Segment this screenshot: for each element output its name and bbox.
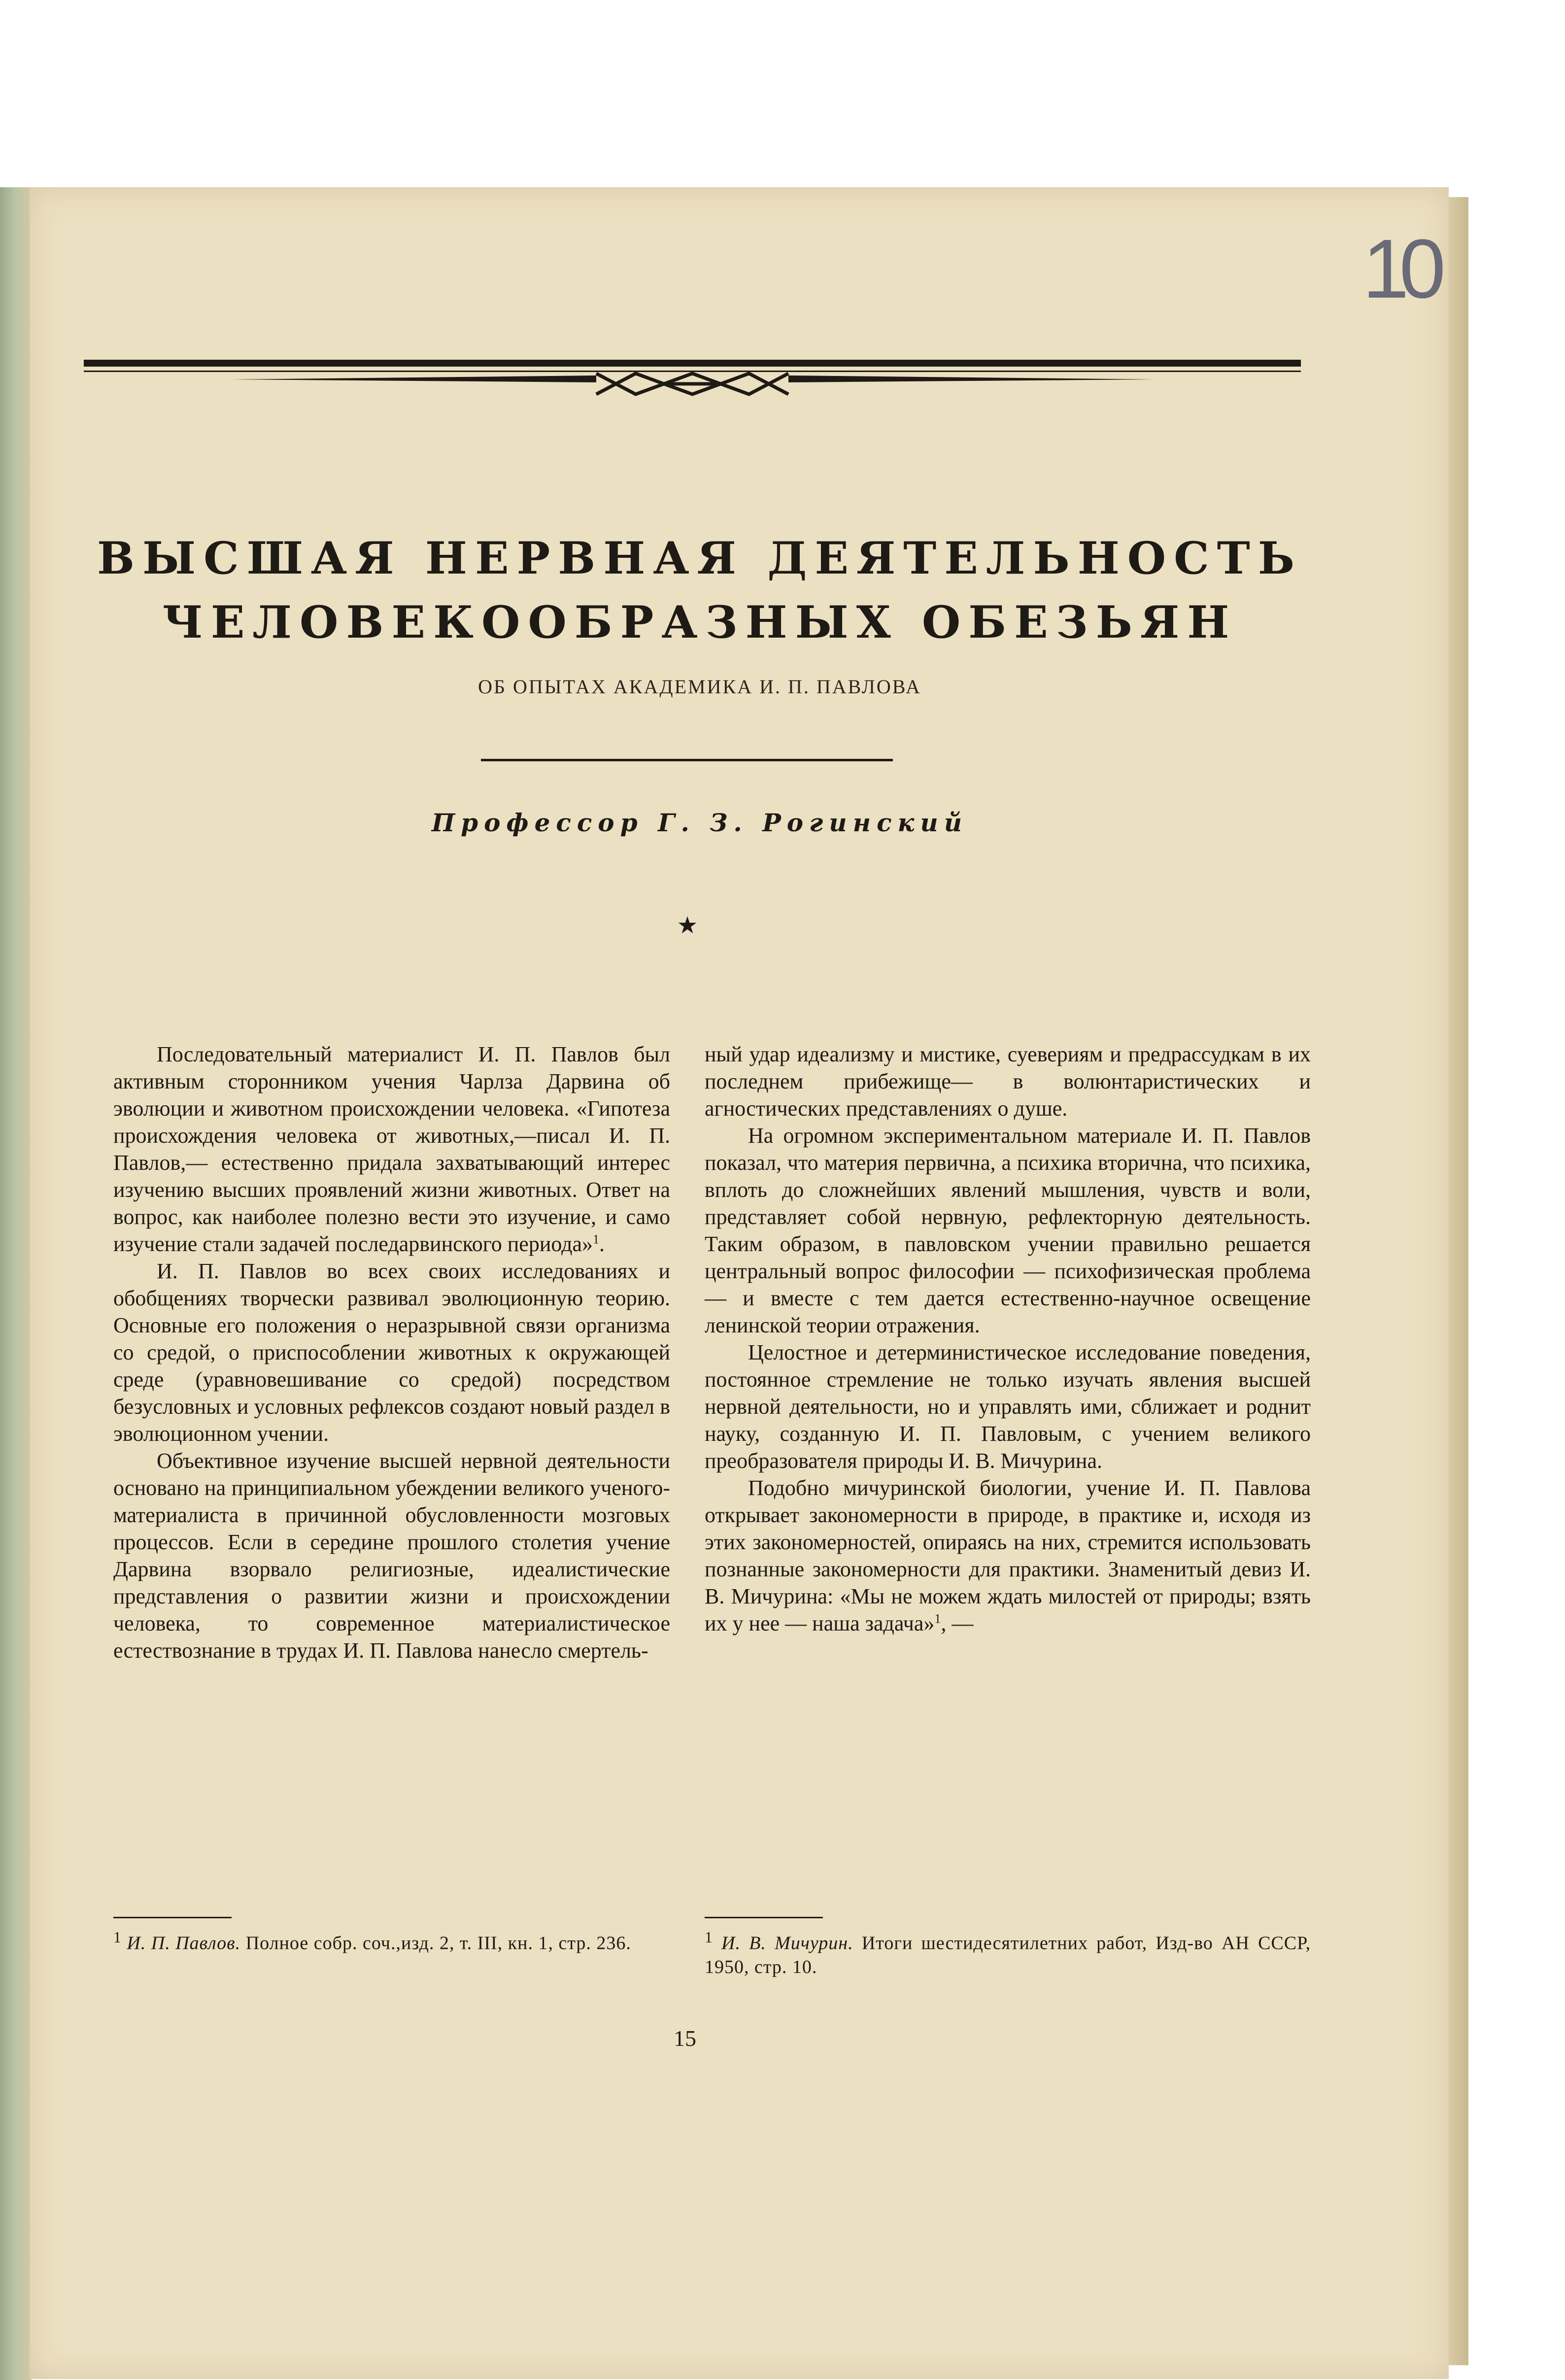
paragraph: Подобно мичуринской биологии, учение И. П. Павлова открывает закономерности в природе, в практике и, исходя из этих закономерностей, опираясь на них, стремится использовать познанные закономерности для практики. Знаменитый девиз И. В. Мичурина: «Мы не можем ждать милостей от природы; взять их у нее — наша задача»$^1$, — bbox=[705, 1476, 1311, 1635]
ornament-center-knot bbox=[596, 374, 788, 394]
ornament-left-taper bbox=[232, 375, 596, 382]
footnote-right: $^1$ И. В. Мичурин. Итоги шестидесятилетних работ, Изд-во АН СССР, 1950, стр. 10. bbox=[705, 1929, 1311, 1977]
footnote-left: $^1$ И. П. Павлов. Полное собр. соч.,изд. 2, т. III, кн. 1, стр. 236. bbox=[113, 1929, 631, 1954]
ornament-top-rule bbox=[84, 360, 1301, 367]
handwritten-page-number: 10 bbox=[1362, 222, 1436, 316]
paragraph: Объективное изучение высшей нервной деятельности основано на принципиальном убеждении великого ученого-материалиста в причинной обусловленности мозговых процессов. Если в середине прошлого столетия учение Дарвина взорвало религиозные, идеалистические представления о развитии жизни и происхождении человека, то современное материалистическое естествознание в трудах И. П. Павлова нанесло смертель- bbox=[113, 1449, 670, 1663]
paragraph: Последовательный материалист И. П. Павлов был активным сторонником учения Чарлза Дарвина об эволюции и животном происхождении человека. «Гипотеза происхождения человека от животных,—писал И. П. Павлов,— естественно придала захватывающий интерес изучению высших проявлений жизни животных. Ответ на вопрос, как наиболее полезно вести это изучение, и само изучение стали задачей последарвинского периода»$^1$. bbox=[113, 1042, 670, 1256]
paragraph: На огромном экспериментальном материале И. П. Павлов показал, что материя первична, а психика вторична, что психика, вплоть до сложнейших явлений мышления, чувств и воли, представляет собой нервную, рефлекторную деятельность. Таким образом, в павловском учении правильно решается центральный вопрос философии — психофизическая проблема — и вместе с тем дается естественно-научное освещение ленинской теории отражения. bbox=[705, 1123, 1311, 1337]
footnote-rule-left bbox=[113, 1917, 232, 1918]
article-title-line-1: ВЫСШАЯ НЕРВНАЯ ДЕЯТЕЛЬНОСТЬ bbox=[97, 532, 1303, 584]
text-column-right bbox=[705, 1041, 1311, 1637]
page-stack-edge bbox=[1449, 197, 1468, 2365]
paragraph: ный удар идеализму и мистике, суевериям и предрассудкам в их последнем прибежище— в волюнтаристических и агностических представлениях о душе. bbox=[705, 1042, 1311, 1121]
paragraph: И. П. Павлов во всех своих исследованиях и обобщениях творчески развивал эволюционную теорию. Основные его положения о неразрывной связи организма со средой, о приспособлении животных к окружающей среде (уравновешивание со средой) посредством безусловных и условных рефлексов создают новый раздел в эволюционном учении. bbox=[113, 1259, 670, 1446]
page-number: 15 bbox=[674, 2026, 696, 2051]
header-ornament bbox=[84, 345, 1301, 409]
star-ornament: ★ bbox=[677, 913, 698, 939]
footnote-rule-right bbox=[705, 1917, 823, 1918]
text-column-left bbox=[113, 1041, 670, 1664]
ornament-right-taper bbox=[788, 375, 1153, 382]
article-title-line-2: ЧЕЛОВЕКООБРАЗНЫХ ОБЕЗЬЯН bbox=[162, 596, 1237, 648]
footnote-mark: 1 bbox=[593, 1232, 600, 1247]
article-subtitle: ОБ ОПЫТАХ АКАДЕМИКА И. П. ПАВЛОВА bbox=[478, 676, 921, 698]
paragraph: Целостное и детерминистическое исследование поведения, постоянное стремление не только изучать явления высшей нервной деятельности, но и управлять ими, сближает и роднит науку, созданную И. П. Павловым, с учением великого преобразователя природы И. В. Мичурина. bbox=[705, 1340, 1311, 1473]
footnote-mark: 1 bbox=[934, 1611, 941, 1626]
article-author: Профессор Г. З. Рогинский bbox=[431, 808, 968, 837]
title-divider bbox=[481, 759, 893, 761]
previous-page-edge bbox=[0, 187, 32, 2380]
